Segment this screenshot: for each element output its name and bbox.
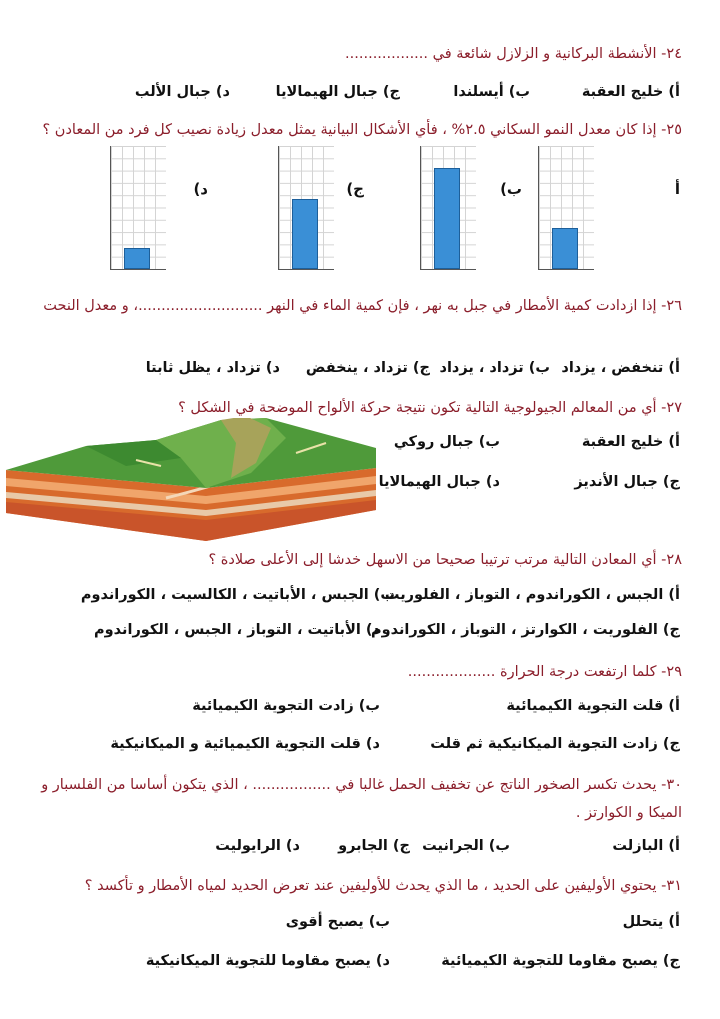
q29-option-c[interactable]: ج) زادت التجوية الميكانيكية ثم قلت	[430, 736, 680, 752]
question-25: ٢٥- إذا كان معدل النمو السكاني ٢.٥% ، فأي الأشكال البيانية يمثل معدل زيادة نصيب كل فرد من المعادن ؟	[42, 122, 682, 138]
q28-option-d[interactable]: د) الأباتيت ، التوباز ، الجبس ، الكوراندوم	[94, 622, 380, 638]
q25-graph-d	[110, 146, 166, 270]
q25-label-a[interactable]: أ	[674, 180, 680, 198]
question-28: ٢٨- أي المعادن التالية مرتب ترتيبا صحيحا من الاسهل خدشا إلى الأعلى صلادة ؟	[208, 552, 682, 568]
q26-option-d[interactable]: د) تزداد ، يظل ثابتا	[145, 360, 280, 376]
q29-option-d[interactable]: د) قلت التجوية الكيميائية و الميكانيكية	[110, 736, 380, 752]
question-27: ٢٧- أي من المعالم الجيولوجية التالية تكون نتيجة حركة الألواح الموضحة في الشكل ؟	[178, 400, 682, 416]
q30-option-d[interactable]: د) الرايوليت	[215, 838, 300, 854]
question-26: ٢٦- إذا ازدادت كمية الأمطار في جبل به نهر ، فإن كمية الماء في النهر ...........................، و معدل النحت	[43, 298, 682, 314]
q25-label-d[interactable]: د)	[193, 180, 208, 198]
q26-option-a[interactable]: أ) تنخفض ، يزداد	[561, 360, 680, 376]
q29-option-a[interactable]: أ) قلت التجوية الكيميائية	[506, 698, 680, 714]
q25-bar-d	[124, 248, 150, 269]
q31-option-d[interactable]: د) يصبح مقاوما للتجوية الميكانيكية	[145, 953, 390, 969]
q25-bar-b	[434, 168, 460, 269]
plate-boundary-diagram	[6, 418, 376, 543]
q25-bar-c	[292, 199, 318, 269]
q25-graph-b	[420, 146, 476, 270]
q28-option-c[interactable]: ج) الفلوريت ، الكوارتز ، التوباز ، الكوراندوم	[370, 622, 680, 638]
q28-option-b[interactable]: ب) الجبس ، الأباتيت ، الكالسيت ، الكوراندوم	[80, 587, 395, 603]
q25-graph-a	[538, 146, 594, 270]
q31-option-b[interactable]: ب) يصبح أقوى	[285, 914, 390, 930]
q27-option-a[interactable]: أ) خليج العقبة	[581, 434, 680, 450]
q27-option-b[interactable]: ب) جبال روكي	[393, 434, 500, 450]
q30-option-c[interactable]: ج) الجابرو	[338, 838, 410, 854]
q30-option-b[interactable]: ب) الجرانيت	[422, 838, 510, 854]
q25-label-c[interactable]: ج)	[346, 180, 364, 198]
question-31: ٣١- يحتوي الأوليفين على الحديد ، ما الذي يحدث للأوليفين عند تعرض الحديد لمياه الأمطار و تأكسد ؟	[84, 878, 682, 894]
q26-option-c[interactable]: ج) تزداد ، ينخفض	[305, 360, 430, 376]
q27-option-c[interactable]: ج) جبال الأنديز	[574, 474, 680, 490]
q27-option-d[interactable]: د) جبال الهيمالايا	[378, 474, 500, 490]
q31-option-a[interactable]: أ) يتحلل	[622, 914, 680, 930]
q25-graph-c	[278, 146, 334, 270]
question-29: ٢٩- كلما ارتفعت درجة الحرارة ...................	[407, 664, 682, 680]
q25-label-b[interactable]: ب)	[500, 180, 522, 198]
q24-option-b[interactable]: ب) أيسلندا	[453, 84, 530, 100]
q24-option-a[interactable]: أ) خليج العقبة	[581, 84, 680, 100]
q25-bar-a	[552, 228, 578, 269]
q30-option-a[interactable]: أ) البازلت	[612, 838, 680, 854]
question-30: ٣٠- يحدث تكسر الصخور الناتج عن تخفيف الحمل غالبا في ................. ، الذي يتكون أساسا من الفلسبار و الميكا و الكوارتز .	[41, 777, 682, 821]
q29-option-b[interactable]: ب) زادت التجوية الكيميائية	[192, 698, 380, 714]
q28-option-a[interactable]: أ) الجبس ، الكوراندوم ، التوباز ، الفلوريت	[384, 587, 680, 603]
q26-option-b[interactable]: ب) تزداد ، يزداد	[439, 360, 550, 376]
q24-option-c[interactable]: ج) جبال الهيمالايا	[275, 84, 400, 100]
question-24: ٢٤- الأنشطة البركانية و الزلازل شائعة في ..................	[345, 46, 682, 62]
q31-option-c[interactable]: ج) يصبح مقاوما للتجوية الكيميائية	[441, 953, 680, 969]
q24-option-d[interactable]: د) جبال الألب	[134, 84, 230, 100]
